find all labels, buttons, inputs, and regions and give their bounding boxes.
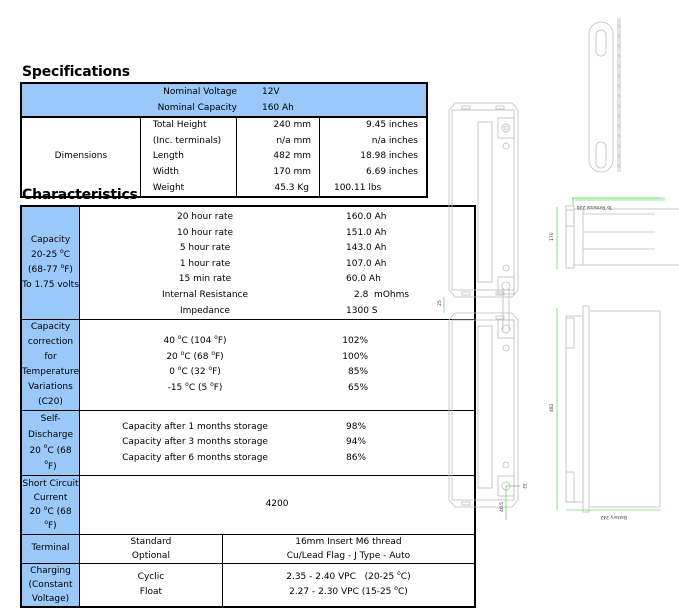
- charging-modes: [80, 564, 223, 608]
- text: C (68-77: [28, 250, 70, 276]
- label-line: Capacity correction for: [27, 322, 74, 363]
- temp-correction-values: [80, 320, 476, 411]
- temp-correction-value: 65%: [348, 382, 369, 393]
- capacity-row: [80, 304, 474, 320]
- temperature: [80, 381, 310, 397]
- storage-period: Capacity after 1 months storage: [122, 421, 268, 432]
- degree-sign: o: [177, 333, 182, 341]
- temp-c: 20: [166, 351, 181, 362]
- degree-sign: o: [44, 459, 48, 467]
- terminal-offset-label: 46.5: [500, 501, 505, 512]
- nominal-voltage-row: [21, 83, 427, 101]
- degree-sign: o: [60, 248, 64, 256]
- text: C (68: [47, 446, 72, 457]
- nominal-voltage-label: Nominal Voltage: [163, 86, 237, 97]
- temp-c-unit: C (68: [184, 351, 212, 362]
- storage-period: Capacity after 6 months storage: [122, 452, 268, 463]
- nominal-capacity-value: 160 Ah: [261, 102, 294, 113]
- label-line: (Constant Voltage): [28, 580, 73, 605]
- degree-sign: o: [177, 365, 182, 373]
- text: F): [47, 521, 57, 532]
- self-discharge-row: [80, 420, 474, 436]
- short-circuit-label: [21, 476, 80, 535]
- self-discharge-row: [80, 451, 474, 467]
- capacity-row: [80, 226, 474, 242]
- text: C): [400, 572, 411, 583]
- capacity-section: [21, 206, 475, 320]
- temp-c: 40: [163, 335, 178, 346]
- degree-sign: o: [208, 365, 213, 373]
- self-discharge-label: [21, 411, 80, 476]
- temp-c-unit: C (32: [181, 367, 209, 378]
- label-line: Charging: [30, 566, 71, 577]
- terminal-types: [80, 535, 223, 564]
- characteristics-table: [20, 205, 476, 608]
- temp-correction-section: [21, 320, 475, 411]
- terminal-value: 16mm Insert M6 thread: [295, 537, 402, 548]
- charging-mode: Float: [139, 587, 163, 598]
- temp-correction-value: 85%: [348, 367, 369, 378]
- self-discharge-values: [80, 411, 476, 476]
- degree-sign: o: [60, 263, 65, 271]
- capacity-rate-value: 1300 S: [346, 305, 378, 316]
- degree-sign: o: [43, 443, 48, 451]
- capacity-rate-value: 60.0 Ah: [346, 274, 381, 285]
- label-line: (C20): [38, 397, 63, 408]
- text: C (68: [47, 507, 72, 518]
- self-discharge-value: 94%: [346, 437, 367, 448]
- storage-period: Capacity after 3 months storage: [122, 437, 268, 448]
- label-line: Self-Discharge: [27, 414, 74, 441]
- capacity-rate-value: 143.0 Ah: [346, 243, 387, 254]
- capacity-label-line: To 1.75 volts: [22, 280, 79, 291]
- temp-c: -15: [167, 382, 186, 393]
- label-line: Temperature Variations: [22, 367, 80, 393]
- capacity-rate-value: 107.0 Ah: [346, 258, 387, 269]
- temp-f-unit: F): [217, 335, 227, 346]
- charging-mode: Cyclic: [137, 572, 165, 583]
- capacity-rate-name: 1 hour rate: [179, 258, 231, 269]
- dimension-mm: 482 mm: [273, 151, 311, 162]
- bus-bar: [503, 288, 509, 330]
- charging-value: [223, 585, 474, 600]
- capacity-rate-value: 151.0 Ah: [346, 227, 387, 238]
- self-discharge-value: 86%: [346, 452, 367, 463]
- terminal-label: Terminal: [21, 535, 80, 564]
- characteristics-heading: Characteristics: [22, 187, 138, 203]
- dimension-name: Width: [152, 166, 180, 177]
- capacity-label-line: [22, 248, 79, 278]
- capacity-row: [80, 257, 474, 273]
- self-discharge-value: 98%: [346, 421, 367, 432]
- capacity-label-line: Capacity: [30, 235, 71, 246]
- nominal-capacity-row: [21, 101, 427, 118]
- dimension-mm: n/a mm: [276, 135, 311, 146]
- text: F): [64, 265, 73, 276]
- dimension-inches: 18.98 inches: [360, 151, 418, 162]
- degree-sign: o: [214, 333, 218, 341]
- to-terminal-label: To Terminal 226: [576, 204, 612, 209]
- dimension-inches: n/a inches: [371, 135, 418, 146]
- length-dimension-label: 482: [550, 403, 555, 412]
- temp-correction-row: [80, 381, 474, 397]
- short-circuit-value: 4200: [80, 476, 476, 535]
- terminal-value: Cu/Lead Flag - J Type - Auto: [286, 551, 411, 562]
- text: 20: [29, 446, 44, 457]
- text: 20: [29, 507, 44, 518]
- dimension-name: Length: [152, 151, 184, 162]
- dimension-name: Total Height: [152, 120, 207, 131]
- capacity-row: [80, 272, 474, 288]
- degree-sign: o: [394, 585, 398, 593]
- dimension-inch-values: [319, 117, 427, 197]
- link-bar-drawing: [589, 18, 620, 172]
- text: 20-25: [31, 250, 61, 261]
- capacity-rate-name: 10 hour rate: [176, 227, 234, 238]
- dimension-inches: 9.45 inches: [366, 120, 418, 131]
- temp-c: 0: [169, 367, 178, 378]
- terminal-section: [21, 535, 475, 564]
- temp-f-unit: F): [214, 351, 224, 362]
- capacity-values: [80, 206, 476, 320]
- temp-correction-row: [80, 334, 474, 350]
- temperature: [80, 350, 310, 366]
- capacity-rate-name: 15 min rate: [178, 274, 232, 285]
- nominal-voltage-value: 12V: [261, 87, 280, 97]
- capacity-row: [80, 288, 474, 304]
- label-line: [22, 505, 79, 533]
- terminal-values: [222, 535, 475, 564]
- charging-value: [223, 570, 474, 585]
- capacity-rate-value: 160.0 Ah: [346, 212, 387, 222]
- capacity-rate-name: Internal Resistance: [161, 289, 249, 300]
- text: 2.27 - 2.30 VPC (15-25: [289, 587, 395, 598]
- degree-sign: o: [210, 380, 214, 388]
- text: F): [47, 462, 57, 473]
- degree-sign: o: [43, 505, 48, 513]
- temperature: [80, 365, 310, 381]
- side-view-lower: [566, 306, 660, 512]
- degree-sign: o: [44, 519, 48, 527]
- degree-sign: o: [211, 349, 215, 357]
- capacity-rate-name: 20 hour rate: [176, 212, 234, 222]
- dimension-mm: 170 mm: [273, 166, 311, 177]
- temp-f-unit: F): [212, 367, 221, 378]
- nominal-capacity-label: Nominal Capacity: [157, 102, 237, 113]
- capacity-rate-value: 2.8 mOhms: [354, 289, 410, 300]
- capacity-rate-name: Impedance: [179, 305, 231, 316]
- terminal-size-label: 32: [521, 483, 526, 489]
- capacity-rate-name: 5 hour rate: [179, 243, 231, 254]
- dimension-mm: 45.3 Kg: [274, 182, 309, 193]
- specifications-table: [20, 82, 428, 198]
- label-line: Short Circuit Current: [22, 479, 79, 504]
- temp-correction-value: 102%: [342, 335, 369, 346]
- degree-sign: o: [185, 380, 189, 388]
- charging-section: [21, 564, 475, 608]
- text: C): [397, 587, 408, 598]
- terminal-type: Optional: [131, 551, 170, 562]
- short-circuit-section: [21, 476, 475, 535]
- capacity-row: [80, 241, 474, 257]
- dimension-mm: 240 mm: [273, 120, 311, 131]
- dimension-inches: 100.11 lbs: [333, 182, 382, 193]
- charging-values: [222, 564, 475, 608]
- capacity-row: [80, 210, 474, 226]
- terminal-type: Standard: [130, 537, 172, 548]
- temp-c-unit: C (104: [181, 335, 215, 346]
- degree-sign: o: [397, 570, 401, 578]
- dimension-name: Weight: [152, 182, 185, 193]
- charging-label: [21, 564, 80, 608]
- text: 2.35 - 2.40 VPC (20-25: [286, 572, 398, 583]
- temp-correction-label: [21, 320, 80, 411]
- label-line: [22, 443, 79, 475]
- degree-sign: o: [180, 349, 185, 357]
- self-discharge-row: [80, 435, 474, 451]
- capacity-label: [21, 206, 80, 320]
- battery-length-label: Battery 242: [600, 514, 627, 519]
- temp-correction-value: 100%: [342, 351, 369, 362]
- temp-correction-row: [80, 365, 474, 381]
- width-dimension-label: 170: [550, 232, 555, 241]
- self-discharge-section: [21, 411, 475, 476]
- dimension-lines: [444, 198, 665, 520]
- dimension-inches: 6.69 inches: [366, 166, 418, 177]
- dimensions-row: [21, 117, 427, 197]
- temp-correction-row: [80, 350, 474, 366]
- gap-dimension-label: 25: [438, 300, 443, 306]
- dimension-names: [140, 117, 237, 197]
- temp-c-unit: C (5: [188, 382, 211, 393]
- dimensions-label: Dimensions: [54, 151, 108, 162]
- temperature: [80, 334, 310, 350]
- specifications-heading: Specifications: [22, 64, 130, 80]
- dimension-mm-values: [237, 117, 320, 197]
- temp-f-unit: F): [213, 382, 223, 393]
- dimension-name: (Inc. terminals): [152, 135, 222, 146]
